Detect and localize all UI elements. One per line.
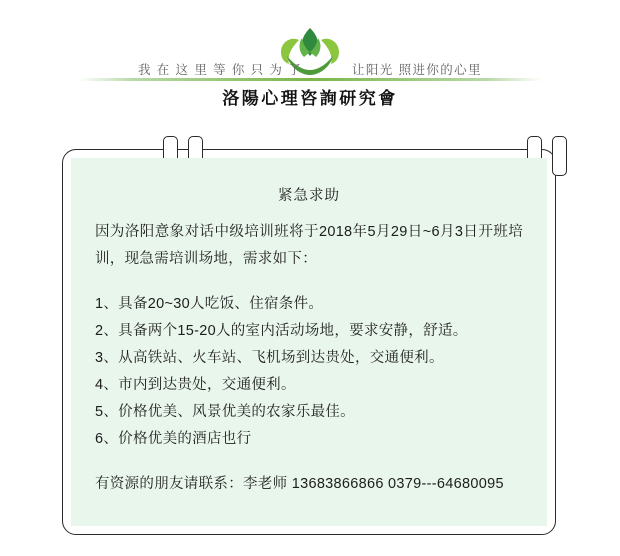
- header-divider-rule: [78, 78, 542, 81]
- organization-name: 洛陽心理咨詢研究會: [222, 89, 398, 109]
- binder-ring-4: [552, 136, 567, 176]
- tagline-right: 让阳光 照进你的心里: [352, 63, 482, 77]
- contact-line: 有资源的朋友请联系：李老师 13683866866 0379---64680095: [95, 476, 504, 492]
- list-item: 2、具备两个15-20人的室内活动场地，要求安静，舒适。: [95, 323, 468, 339]
- notice-paragraph: 因为洛阳意象对话中级培训班将于2018年5月29日~6月3日开班培训，现急需培训场地，需求如下：: [95, 224, 523, 267]
- tagline-left: 我 在 这 里 等 你 只 为 了: [138, 63, 303, 77]
- notice-card: [62, 136, 558, 536]
- list-item: 3、从高铁站、火车站、飞机场到达贵处，交通便利。: [95, 350, 444, 366]
- notice-title: 紧急求助: [278, 188, 340, 204]
- list-item: 5、价格优美、风景优美的农家乐最佳。: [95, 404, 355, 420]
- list-item: 6、价格优美的酒店也行: [95, 431, 252, 447]
- document-header: [0, 0, 620, 112]
- list-item: 1、具备20~30人吃饭、住宿条件。: [95, 296, 324, 312]
- requirement-list: [95, 291, 523, 453]
- list-item: 4、市内到达贵处，交通便利。: [95, 377, 296, 393]
- notice-card-body: [71, 158, 547, 526]
